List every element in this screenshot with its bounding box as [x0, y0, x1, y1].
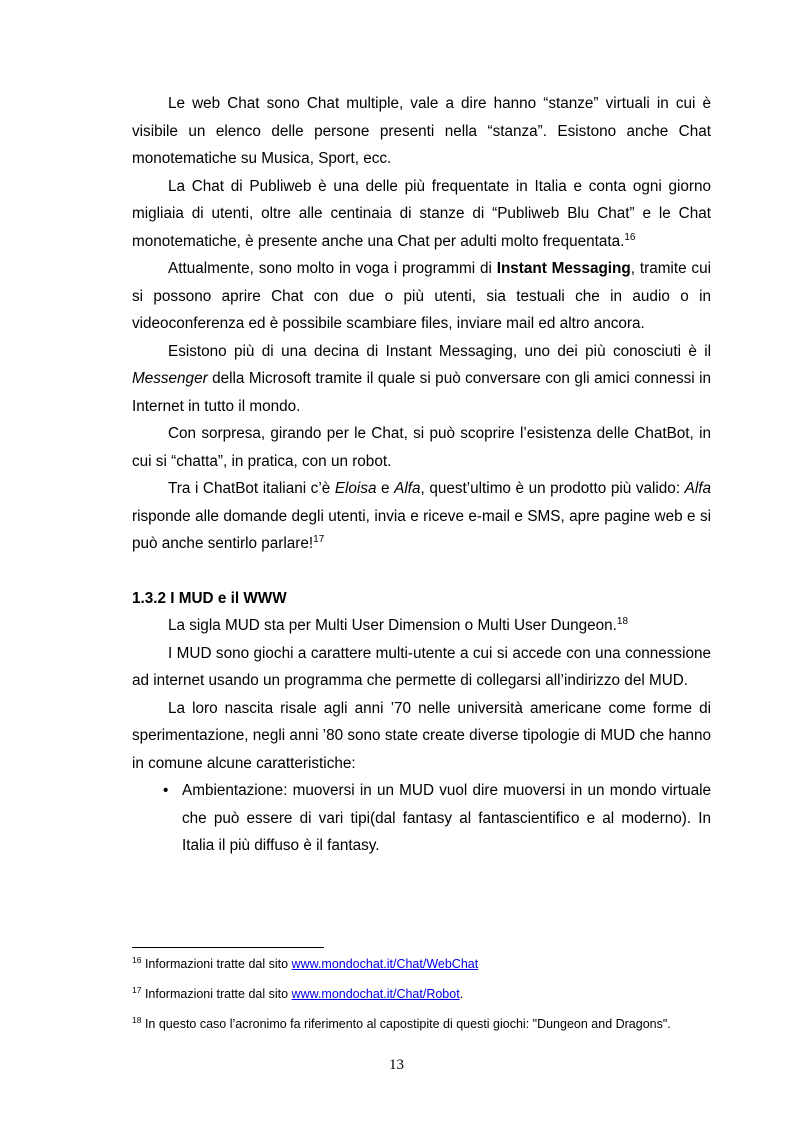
chatbot-text-a: Tra i ChatBot italiani c’è	[168, 480, 335, 497]
footnote-separator	[132, 947, 324, 948]
footnote-text: Informazioni tratte dal sito	[141, 957, 292, 971]
footnote-number: 17	[132, 985, 142, 995]
alfa-term-2: Alfa	[684, 480, 711, 497]
chatbot-text-d: risponde alle domande degli utenti, invia e riceve e-mail e SMS, apre pagine web e si può anche sentirlo parlare!	[132, 507, 711, 552]
paragraph-mud-giochi: I MUD sono giochi a carattere multi-utente a cui si accede con una connessione ad internet usando un programma che permette di collegarsi all’indirizzo del MUD.	[132, 644, 711, 689]
paragraph-messenger	[132, 338, 711, 421]
footnote-text: Informazioni tratte dal sito	[141, 987, 292, 1001]
paragraph-messenger-text-a: Esistono più di una decina di Instant Messaging, uno dei più conosciuti è il	[168, 342, 711, 360]
footnote-link-webchat[interactable]: www.mondochat.it/Chat/WebChat	[291, 957, 479, 971]
paragraph-publiweb-text: La Chat di Publiweb è una delle più frequentate in Italia e conta ogni giorno migliaia di utenti, oltre alle centinaia di stanze di “Publiweb Blu Chat” e le Chat monotematiche, è presente anche una Chat per adulti molto frequentata.	[132, 177, 711, 250]
list-item-text: Ambientazione: muoversi in un MUD vuol dire muoversi in un mondo virtuale che può essere di vari tipi(dal fantasy al fantascientifico e al moderno). In Italia il più diffuso è il fantasy.	[182, 782, 711, 854]
characteristics-list	[132, 777, 711, 860]
instant-messaging-term: Instant Messaging	[496, 260, 631, 277]
footnote-18	[132, 1016, 732, 1032]
paragraph-im-text-a: Attualmente, sono molto in voga i programmi di	[168, 260, 497, 277]
page-number: 13	[389, 1057, 404, 1073]
footnote-text: In questo caso l’acronimo fa riferimento al capostipite di questi giochi: "Dungeon and Dragons".	[141, 1017, 671, 1031]
footnote-link-robot[interactable]: www.mondochat.it/Chat/Robot	[291, 987, 460, 1001]
paragraph-web-chat: Le web Chat sono Chat multiple, vale a dire hanno “stanze” virtuali in cui è visibile un elenco delle persone presenti nella “stanza”. Esistono anche Chat monotematiche su Musica, Sport, ecc.	[132, 95, 711, 167]
footnote-17	[132, 986, 732, 1002]
mud-sigla-text: La sigla MUD sta per Multi User Dimension o Multi User Dungeon.	[168, 617, 617, 634]
paragraph-messenger-text-b: della Microsoft tramite il quale si può conversare con gli amici connessi in Internet in tutto il mondo.	[132, 370, 711, 415]
paragraph-instant-messaging	[132, 255, 711, 338]
page-body	[132, 90, 711, 860]
chatbot-text-c: , quest’ultimo è un prodotto più valido:	[420, 480, 685, 497]
footnote-16	[132, 956, 732, 972]
messenger-term: Messenger	[132, 370, 208, 387]
paragraph-mud-nascita: La loro nascita risale agli anni ’70 nelle università americane come forme di sperimentazione, negli anni ’80 sono state create diverse tipologie di MUD che hanno in comune alcune caratteristiche:	[132, 699, 711, 772]
footnote-number: 18	[132, 1015, 142, 1025]
footnote-after: .	[459, 987, 464, 1001]
paragraph-chatbot: Con sorpresa, girando per le Chat, si può scoprire l’esistenza delle ChatBot, in cui si “chatta”, in pratica, con un robot.	[132, 425, 711, 470]
eloisa-term: Eloisa	[334, 480, 377, 497]
section-heading: 1.3.2 I MUD e il WWW	[132, 589, 287, 607]
bullet-icon: •	[163, 782, 169, 799]
alfa-term: Alfa	[394, 480, 421, 497]
paragraph-publiweb	[132, 173, 711, 256]
footnote-number: 16	[132, 955, 142, 965]
paragraph-mud-sigla	[132, 612, 711, 640]
paragraph-chatbot-italiani	[132, 475, 711, 558]
footnote-ref-17: 17	[313, 534, 325, 545]
footnote-ref-16: 16	[624, 231, 636, 243]
list-item	[163, 777, 711, 860]
footnote-ref-18: 18	[616, 616, 629, 627]
chatbot-text-b: e	[376, 480, 395, 497]
paragraph-im-text-b: , tramite cui si possono aprire Chat con due o più utenti, sia testuali che in audio o in videoconferenza ed è possibile scambiare files, inviare mail ed altro ancora.	[132, 260, 711, 332]
